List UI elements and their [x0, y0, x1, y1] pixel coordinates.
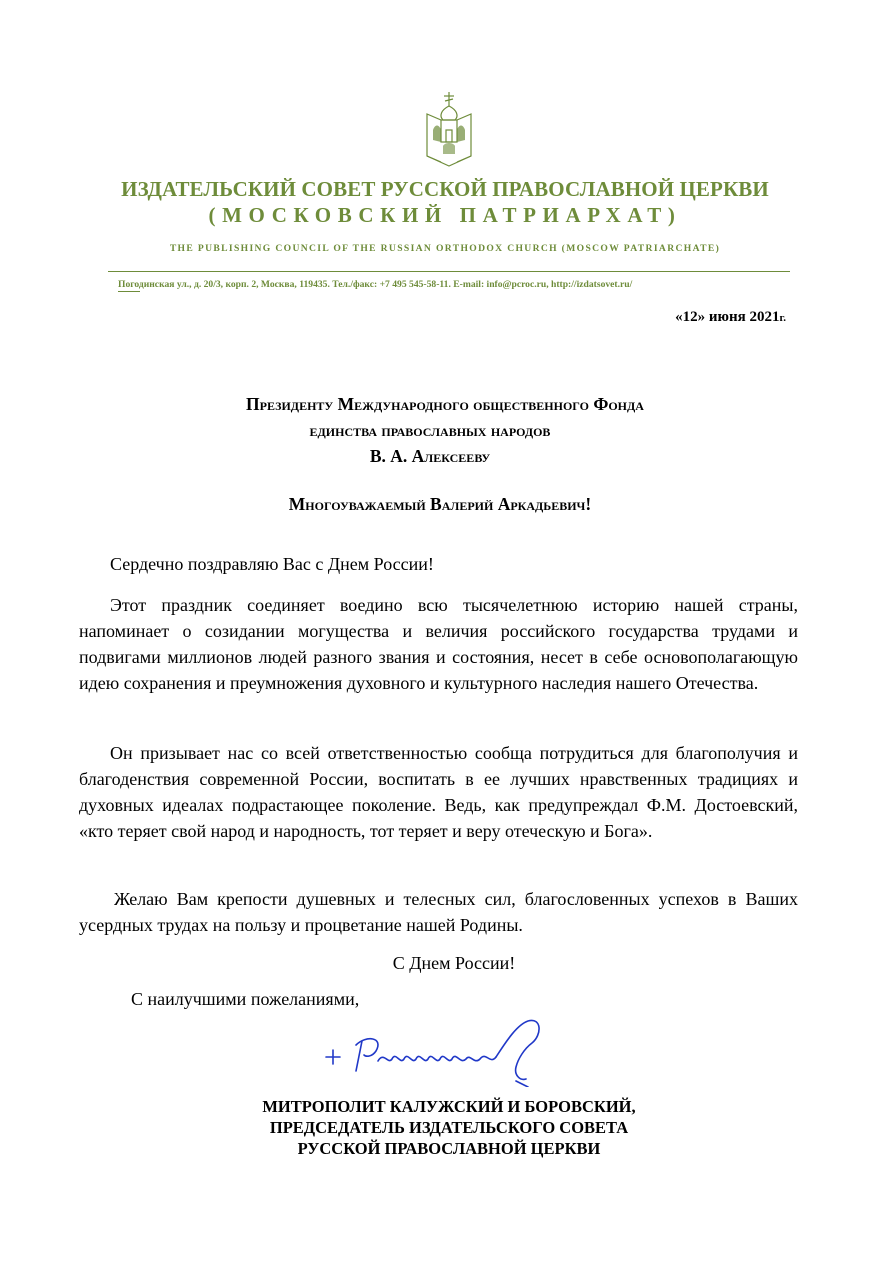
org-subtitle: (МОСКОВСКИЙ ПАТРИАРХАТ)	[208, 203, 682, 227]
paragraph-3: Он призывает нас со всей ответственностью сообща потрудиться для благополучия и благоденствия современной России, воспитать в ее лучших нравственных традициях и духовных идеалах подрастающее поколение. Ведь, как предупреждал Ф.М. Достоевский, «кто теряет свой народ и народность, тот теряет и веру отеческую и Бога».	[79, 743, 798, 841]
paragraph-4: Желаю Вам крепости душевных и телесных сил, благословенных успехов в Ваших усердных трудах на пользу и процветание нашей Родины.	[79, 889, 798, 935]
closing-line: С наилучшими пожеланиями,	[131, 989, 360, 1009]
signer-line-3: РУССКОЙ ПРАВОСЛАВНОЙ ЦЕРКВИ	[297, 1139, 601, 1158]
signer-line-2: ПРЕДСЕДАТЕЛЬ ИЗДАТЕЛЬСКОГО СОВЕТА	[269, 1118, 629, 1137]
org-address: Погодинская ул., д. 20/3, корп. 2, Москва, 119435. Тел./факс: +7 495 545-58-11. E-mail: info@pcroc.ru, http://izdatsovet.ru/	[118, 279, 633, 290]
paragraph-2: Этот праздник соединяет воедино всю тысячелетнюю историю нашей страны, напоминает о созидании могущества и величия российского государства трудами и подвигами миллионов людей разного звания и состояния, несет в себе основополагающую идею сохранения и преумножения духовного и культурного наследия нашего Отечества.	[79, 595, 798, 693]
salutation: Многоуважаемый Валерий Аркадьевич!	[288, 494, 592, 514]
addressee-line-2: единства православных народов	[309, 420, 551, 440]
signer-line-1: МИТРОПОЛИТ КАЛУЖСКИЙ И БОРОВСКИЙ,	[262, 1097, 636, 1116]
address-underline	[118, 291, 140, 292]
addressee-line-1: Президенту Международного общественного Фонда	[246, 394, 644, 414]
org-title: ИЗДАТЕЛЬСКИЙ СОВЕТ РУССКОЙ ПРАВОСЛАВНОЙ ЦЕРКВИ	[121, 177, 769, 201]
church-cross-logo-icon	[419, 90, 479, 170]
date-text: «12» июня 2021	[675, 309, 780, 325]
letter-date	[675, 309, 786, 326]
date-suffix: г.	[779, 312, 786, 324]
addressee-line-3: В. А. Алексееву	[369, 446, 491, 466]
paragraph-1: Сердечно поздравляю Вас с Днем России!	[110, 554, 434, 574]
signer-block	[0, 1096, 890, 1159]
handwritten-signature-icon	[320, 1015, 550, 1087]
header-divider	[108, 271, 790, 272]
org-english-name: THE PUBLISHING COUNCIL OF THE RUSSIAN ORTHODOX CHURCH (MOSCOW PATRIARCHATE)	[169, 243, 721, 254]
congrats-line: С Днем России!	[392, 953, 516, 973]
